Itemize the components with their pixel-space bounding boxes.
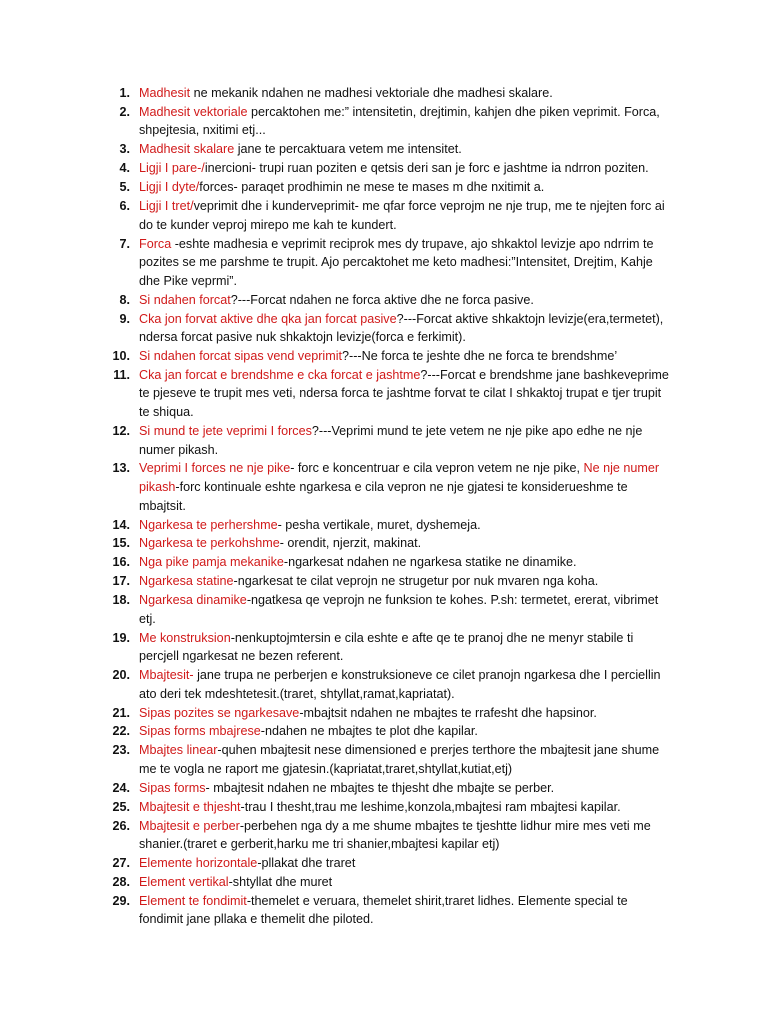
list-item bbox=[0, 722, 768, 741]
item-number: 9. bbox=[119, 311, 130, 326]
item-term: Veprimi I forces ne nje pike bbox=[139, 461, 291, 476]
item-number: 21. bbox=[112, 705, 130, 720]
item-text: -ngatkesa qe veprojn ne funksion te kohes. P.sh: termetet, ererat, vibrimet etj. bbox=[139, 593, 659, 626]
item-text: inercioni- trupi ruan poziten e qetsis deri san je forc e jashtme ia ndrron poziten. bbox=[204, 161, 649, 176]
list-item bbox=[0, 159, 768, 178]
item-term: Forca bbox=[139, 236, 172, 251]
item-text: -themelet e veruara, themelet shirit,traret lidhes. Elemente special te fondimit jane pllaka e themelit dhe piloted. bbox=[139, 893, 628, 927]
item-text: jane te percaktuara vetem me intensitet. bbox=[234, 142, 462, 157]
item-number: 1. bbox=[119, 86, 130, 100]
item-text: -eshte madhesia e veprimit reciprok mes dy trupave, ajo shkaktol levizje apo ndrrim te pozites se me parshme te trupit. Ajo percaktohet me keto madhesi:”Intensitet, Drejtim, Kahje dhe Pike veprmi”. bbox=[139, 236, 654, 288]
document-page bbox=[0, 84, 768, 929]
item-text: -ngarkesat te cilat veprojn ne strugetur por nuk mvaren nga koha. bbox=[233, 574, 599, 589]
item-text: -nenkuptojmtersin e cila eshte e afte qe te pranoj dhe ne menyr stabile ti percjell ngarkesat ne bezen referent. bbox=[139, 630, 634, 664]
item-number: 18. bbox=[112, 593, 130, 608]
list-item bbox=[0, 366, 768, 422]
item-term: Nga pike pamja mekanike bbox=[139, 555, 284, 570]
list-item bbox=[0, 103, 768, 140]
item-number: 16. bbox=[112, 555, 130, 570]
item-term: Cka jon forvat aktive dhe qka jan forcat pasive bbox=[139, 311, 397, 326]
list-item bbox=[0, 347, 768, 366]
item-term: Mbajtes linear bbox=[139, 743, 218, 758]
item-number: 2. bbox=[119, 104, 130, 119]
item-term: Mbajtesit- bbox=[139, 668, 194, 683]
list-item bbox=[0, 310, 768, 347]
item-term: Sipas pozites se ngarkesave bbox=[139, 705, 300, 720]
list-item bbox=[0, 704, 768, 723]
item-text: -perbehen nga dy a me shume mbajtes te tjeshtte lidhur mire mes veti me shanier.(traret e gerberit,harku me tri shanier,mbajtesi kapilar etj) bbox=[139, 818, 651, 852]
item-number: 23. bbox=[112, 743, 130, 758]
list-item bbox=[0, 197, 768, 234]
item-term: Madhesit vektoriale bbox=[139, 104, 248, 119]
item-text: -quhen mbajtesit nese dimensioned e prerjes terthore the mbajtesit jane shume me te vogla ne raport me gjatesin.(kapriatat,traret,shtyllat,kutiat,etj) bbox=[139, 743, 660, 776]
item-number: 13. bbox=[112, 461, 130, 476]
item-number: 17. bbox=[112, 574, 130, 589]
list-item bbox=[0, 873, 768, 892]
list-item bbox=[0, 892, 768, 929]
list-item bbox=[0, 741, 768, 778]
item-text: -ngarkesat ndahen ne ngarkesa statike ne dinamike. bbox=[283, 555, 577, 570]
item-term: Madhesit bbox=[139, 86, 191, 100]
item-text: jane trupa ne perberjen e konstruksioneve ce cilet pranojn ngarkesa dhe I perciellin ato deri tek mdeshtetesit.(traret, shtyllat,ramat,kapriatat). bbox=[139, 668, 661, 701]
item-text: - pesha vertikale, muret, dyshemeja. bbox=[277, 517, 481, 532]
item-term: Mbajtesit e thjesht bbox=[139, 799, 241, 814]
item-number: 4. bbox=[119, 161, 130, 176]
list-item bbox=[0, 572, 768, 591]
list-item bbox=[0, 534, 768, 553]
item-text: ne mekanik ndahen ne madhesi vektoriale dhe madhesi skalare. bbox=[190, 86, 553, 100]
list-item bbox=[0, 666, 768, 703]
item-number: 6. bbox=[119, 199, 130, 214]
item-term: Elemente horizontale bbox=[139, 856, 258, 871]
list-item bbox=[0, 854, 768, 873]
item-term: Ligji I tret/ bbox=[139, 199, 194, 214]
item-term: Si ndahen forcat bbox=[139, 292, 231, 307]
item-text: ?---Veprimi mund te jete vetem ne nje pike apo edhe ne nje numer pikash. bbox=[139, 423, 643, 457]
list-item bbox=[0, 140, 768, 159]
item-term: Sipas forms bbox=[139, 780, 206, 795]
item-text: - orendit, njerzit, makinat. bbox=[279, 536, 422, 551]
item-text: -trau I thesht,trau me leshime,konzola,mbajtesi ram mbajtesi kapilar. bbox=[240, 799, 621, 814]
list-item bbox=[0, 84, 768, 103]
item-term: Madhesit skalare bbox=[139, 142, 235, 157]
item-number: 19. bbox=[112, 630, 130, 645]
item-term: Element vertikal bbox=[139, 874, 229, 889]
item-term: Me konstruksion bbox=[139, 630, 231, 645]
item-term: Ligji I dyte/ bbox=[139, 180, 200, 195]
item-text: -pllakat dhe traret bbox=[257, 856, 356, 871]
item-number: 20. bbox=[112, 668, 130, 683]
item-text: - mbajtesit ndahen ne mbajtes te thjesht dhe mbajte se perber. bbox=[205, 780, 555, 795]
item-term: Ngarkesa dinamike bbox=[139, 593, 247, 608]
item-text: ?---Ne forca te jeshte dhe ne forca te brendshme’ bbox=[342, 348, 618, 363]
item-number: 29. bbox=[112, 893, 130, 908]
list-item bbox=[0, 629, 768, 666]
list-item bbox=[0, 798, 768, 817]
item-text-secondary: -forc kontinuale eshte ngarkesa e cila vepron ne nje gjatesi te konsiderueshme te mbajtsit. bbox=[139, 480, 628, 513]
list-item bbox=[0, 291, 768, 310]
list-item bbox=[0, 553, 768, 572]
item-text: ?---Forcat ndahen ne forca aktive dhe ne forca pasive. bbox=[230, 292, 534, 307]
list-item bbox=[0, 459, 768, 515]
item-number: 15. bbox=[112, 536, 130, 551]
item-text: -ndahen ne mbajtes te plot dhe kapilar. bbox=[260, 724, 478, 739]
item-number: 12. bbox=[112, 423, 130, 438]
item-term: Element te fondimit bbox=[139, 893, 247, 908]
list-item bbox=[0, 516, 768, 535]
item-text: percaktohen me:” intensitetin, drejtimin, kahjen dhe piken veprimit. Forca, shpejtesia, nxitimi etj... bbox=[139, 104, 660, 138]
item-number: 28. bbox=[112, 874, 130, 889]
item-number: 27. bbox=[112, 856, 130, 871]
list-item bbox=[0, 422, 768, 459]
item-term: Sipas forms mbajrese bbox=[139, 724, 261, 739]
item-text: veprimit dhe i kunderveprimit- me qfar force veprojm ne nje trup, me te njejten forc ai do te kunder veproj mirepo me kah te kundert. bbox=[139, 199, 665, 232]
list-item bbox=[0, 235, 768, 291]
numbered-list bbox=[0, 84, 768, 929]
item-number: 24. bbox=[112, 780, 130, 795]
list-item bbox=[0, 817, 768, 854]
item-text: -shtyllat dhe muret bbox=[228, 874, 333, 889]
item-term: Cka jan forcat e brendshme e cka forcat e jashtme bbox=[139, 367, 421, 382]
item-term: Mbajtesit e perber bbox=[139, 818, 240, 833]
item-number: 8. bbox=[119, 292, 130, 307]
item-term: Ligji I pare-/ bbox=[139, 161, 205, 176]
item-number: 26. bbox=[112, 818, 130, 833]
item-number: 25. bbox=[112, 799, 130, 814]
item-text: ?---Forcat aktive shkaktojn levizje(era,termetet), ndersa forcat pasive nuk shkaktojn levizje(forca e ferkimit). bbox=[139, 311, 664, 345]
item-term-secondary: Ne nje numer pikash bbox=[139, 461, 660, 495]
list-item bbox=[0, 591, 768, 628]
item-text: - forc e koncentruar e cila vepron vetem ne nje pike, bbox=[290, 461, 584, 476]
item-term: Ngarkesa te perhershme bbox=[139, 517, 278, 532]
item-term: Si ndahen forcat sipas vend veprimit bbox=[139, 348, 343, 363]
item-number: 10. bbox=[112, 348, 130, 363]
item-term: Si mund te jete veprimi I forces bbox=[139, 423, 312, 438]
item-number: 11. bbox=[113, 367, 130, 382]
item-number: 3. bbox=[119, 142, 130, 157]
list-item bbox=[0, 178, 768, 197]
item-number: 5. bbox=[119, 180, 130, 195]
item-term: Ngarkesa statine bbox=[139, 574, 234, 589]
item-number: 14. bbox=[112, 517, 130, 532]
item-text: -mbajtsit ndahen ne mbajtes te rrafesht dhe hapsinor. bbox=[299, 705, 597, 720]
item-number: 22. bbox=[112, 724, 130, 739]
item-text: forces- paraqet prodhimin ne mese te mases m dhe nxitimit a. bbox=[199, 180, 545, 195]
item-term: Ngarkesa te perkohshme bbox=[139, 536, 280, 551]
item-text: ?---Forcat e brendshme jane bashkeveprime te pjeseve te trupit mes veti, ndersa forca te jashtme forvat te cilat I shkaktoj trupat e tjer trupit te shiqua. bbox=[139, 367, 669, 420]
item-number: 7. bbox=[119, 236, 130, 251]
list-item bbox=[0, 779, 768, 798]
